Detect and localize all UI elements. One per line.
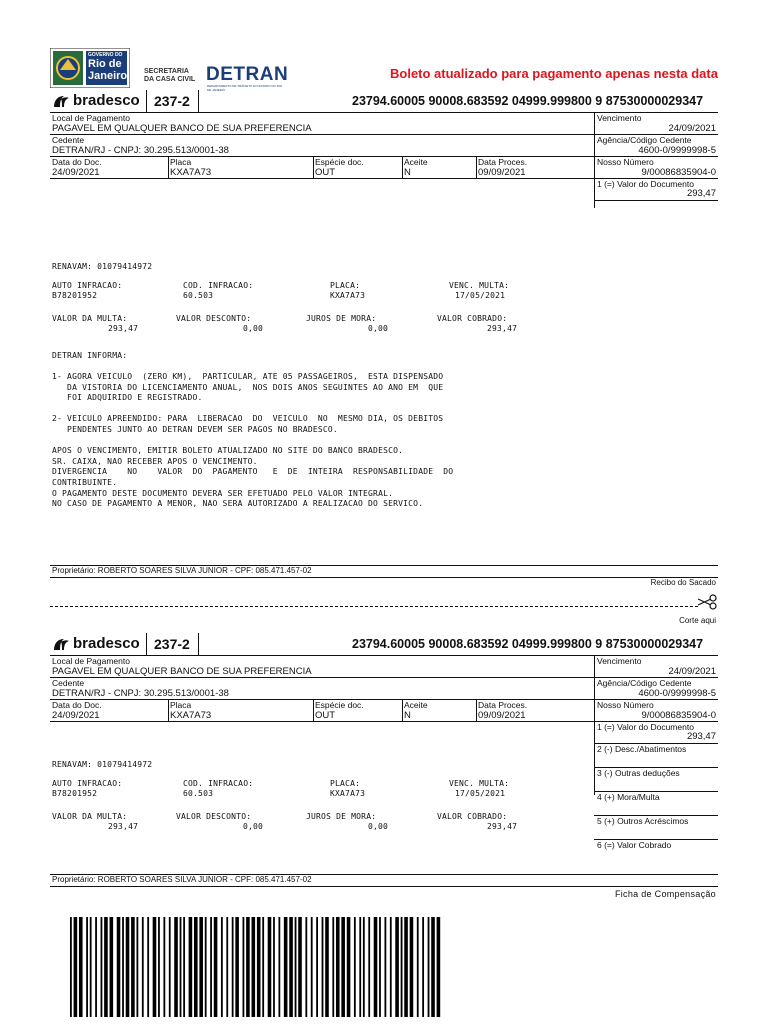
owner-rule (50, 886, 718, 887)
placa-value: KXA7A73 (330, 291, 366, 300)
data-proces-value: 09/09/2021 (478, 167, 526, 178)
rule-line (594, 200, 718, 201)
linha-digitavel: 23794.60005 90008.683592 04999.999800 9 87530000029347 (352, 94, 704, 108)
valor-documento-label: 1 (=) Valor do Documento (597, 722, 694, 732)
barcode-bar (341, 917, 345, 1017)
venc-multa-header: VENC. MULTA: (449, 779, 510, 788)
column-divider (313, 156, 314, 178)
barcode-bar (359, 917, 361, 1017)
especie-doc-value: OUT (315, 710, 336, 721)
barcode-bar (368, 917, 370, 1017)
cedente-value: DETRAN/RJ - CNPJ: 30.295.513/0001-38 (52, 688, 229, 699)
barcode-bar (379, 917, 381, 1017)
barcode-bar (284, 917, 288, 1017)
data-proces-value: 09/09/2021 (478, 710, 526, 721)
venc-multa-value: 17/05/2021 (455, 789, 506, 798)
data-proces-label: Data Proces. (478, 700, 528, 710)
local-pagamento-label: Local de Pagamento (52, 113, 130, 123)
barcode-bar (126, 917, 130, 1017)
bank-code: 237-2 (154, 636, 190, 652)
barcode-bar (347, 917, 351, 1017)
placa-value: KXA7A73 (170, 167, 212, 178)
valor-cobrado-label: 6 (=) Valor Cobrado (597, 840, 672, 850)
column-divider (402, 699, 403, 721)
corte-aqui: Corte aqui (679, 616, 716, 625)
barcode-bar (305, 917, 307, 1017)
instruction-line: NO CASO DE PAGAMENTO A MENOR, NAO SERA AUTORIZADO A REALIZACAO DO SERVICO. (52, 499, 424, 509)
barcode-bar (374, 917, 378, 1017)
owner-line-2: Proprietário: ROBERTO SOARES SILVA JUNIOR - CPF: 085.471.457-02 (52, 875, 312, 884)
column-divider (594, 655, 595, 795)
aceite-label: Aceite (404, 157, 428, 167)
barcode-bar (262, 917, 264, 1017)
valor-documento-value: 293,47 (686, 731, 716, 742)
barcode-bar (252, 917, 256, 1017)
venc-multa-header: VENC. MULTA: (449, 281, 510, 290)
instruction-line: 1- AGORA VEICULO (ZERO KM), PARTICULAR, ATE 05 PASSAGEIROS, ESTA DISPENSADO (52, 372, 444, 381)
column-divider (146, 90, 147, 112)
barcode-bar (174, 917, 178, 1017)
instruction-line: PENDENTES JUNTO AO DETRAN DEVEM SER PAGOS NO BRADESCO. (52, 425, 338, 434)
outros-acrescimos-label: 5 (+) Outros Acréscimos (597, 816, 689, 826)
placa-header: PLACA: (330, 281, 361, 290)
owner-line-1: Proprietário: ROBERTO SOARES SILVA JUNIOR - CPF: 085.471.457-02 (52, 566, 312, 575)
barcode-bar (147, 917, 149, 1017)
barcode-bar (189, 917, 193, 1017)
column-divider (313, 699, 314, 721)
barcode-bar (169, 917, 171, 1017)
placa-value: KXA7A73 (170, 710, 212, 721)
barcode-bar (278, 917, 280, 1017)
cod-infracao-value: 60.503 (183, 789, 214, 798)
barcode-bar (401, 917, 403, 1017)
valor-cobrado-value: 293,47 (487, 822, 518, 831)
barcode-bar (74, 917, 78, 1017)
aceite-label: Aceite (404, 700, 428, 710)
barcode-bar (122, 917, 124, 1017)
especie-doc-value: OUT (315, 167, 336, 178)
barcode-bar (322, 917, 324, 1017)
placa-header: PLACA: (330, 779, 361, 788)
instruction-line: DA VISTORIA DO LICENCIAMENTO ANUAL, NOS DOIS ANOS SEGUINTES AO ANO EM QUE (52, 382, 444, 392)
data-doc-label: Data do Doc. (52, 157, 102, 167)
instruction-line: FOI ADQUIRIDO E REGISTRADO. (52, 393, 203, 403)
instruction-line: SR. CAIXA, NAO RECEBER APOS O VENCIMENTO. (52, 456, 258, 466)
local-pagamento-label: Local de Pagamento (52, 656, 130, 666)
barcode-bar (158, 917, 160, 1017)
local-pagamento-value: PAGAVEL EM QUALQUER BANCO DE SUA PREFERENCIA (52, 666, 312, 677)
desc-abatimentos-label: 2 (-) Desc./Abatimentos (597, 744, 687, 754)
instruction-line: DIVERGENCIA NO VALOR DO PAGAMENTO E DE INTEIRA RESPONSABILIDADE DO (52, 467, 454, 477)
especie-doc-label: Espécie doc. (315, 700, 364, 710)
bradesco-tree-icon (52, 637, 70, 651)
barcode-bar (131, 917, 135, 1017)
barcode-bar (90, 917, 92, 1017)
barcode-bar (210, 917, 212, 1017)
barcode-bar (336, 917, 340, 1017)
agencia-label: Agência/Código Cedente (597, 135, 692, 145)
barcode-bar (268, 917, 272, 1017)
barcode-bar (431, 917, 435, 1017)
column-divider (476, 699, 477, 721)
nosso-numero-label: Nosso Número (597, 700, 654, 710)
barcode-bar (437, 917, 441, 1017)
mora-multa-label: 4 (+) Mora/Multa (597, 792, 660, 802)
barcode-bar (104, 917, 108, 1017)
data-doc-value: 24/09/2021 (52, 167, 100, 178)
instruction-line: APOS O VENCIMENTO, EMITIR BOLETO ATUALIZADO NO SITE DO BANCO BRADESCO. (52, 446, 404, 456)
data-proces-label: Data Proces. (478, 157, 528, 167)
secretaria-line1: SECRETARIA (144, 68, 189, 75)
valor-cobrado-header: VALOR COBRADO: (437, 314, 508, 323)
cod-infracao-header: COD. INFRACAO: (183, 281, 254, 290)
barcode-bar (316, 917, 318, 1017)
barcode-bar (354, 917, 356, 1017)
column-divider (402, 156, 403, 178)
aceite-value: N (404, 167, 411, 178)
column-divider (168, 699, 169, 721)
barcode-bar (194, 917, 198, 1017)
barcode-bar (384, 917, 386, 1017)
renavam: RENAVAM: 01079414972 (52, 760, 153, 769)
barcode-bar (390, 917, 392, 1017)
valor-desconto-value: 0,00 (243, 822, 264, 831)
barcode-bar (295, 917, 297, 1017)
bradesco-logo (52, 635, 140, 652)
detran-informa: DETRAN INFORMA: (52, 351, 128, 360)
barcode-bar (232, 917, 234, 1017)
outras-deducoes-label: 3 (-) Outras deduções (597, 768, 680, 778)
vencimento-label: Vencimento (597, 113, 642, 123)
barcode-bar (332, 917, 334, 1017)
barcode-bar (298, 917, 302, 1017)
vencimento-value: 24/09/2021 (668, 666, 716, 677)
detran-logo: DETRAN (206, 64, 289, 85)
barcode-bar (163, 917, 165, 1017)
renavam: RENAVAM: 01079414972 (52, 262, 153, 271)
barcode-bar (226, 917, 228, 1017)
barcode-bar (183, 917, 185, 1017)
instruction-line: CONTRIBUINTE. (52, 478, 118, 487)
valor-multa-header: VALOR DA MULTA: (52, 812, 128, 821)
barcode-bar (142, 917, 144, 1017)
column-divider (168, 156, 169, 178)
cedente-value: DETRAN/RJ - CNPJ: 30.295.513/0001-38 (52, 145, 229, 156)
bradesco-tree-icon (52, 94, 70, 108)
barcode-bar (214, 917, 218, 1017)
barcode-bar (95, 917, 97, 1017)
cod-infracao-header: COD. INFRACAO: (183, 779, 254, 788)
valor-documento-label: 1 (=) Valor do Documento (597, 179, 694, 189)
auto-infracao-header: AUTO INFRACAO: (52, 779, 123, 788)
secretaria-line2: DA CASA CIVIL (144, 76, 196, 83)
nosso-numero-value: 9/00086835904-0 (641, 710, 716, 721)
valor-documento-value: 293,47 (686, 188, 716, 199)
juros-header: JUROS DE MORA: (306, 812, 377, 821)
placa-label: Placa (170, 157, 192, 167)
recibo-sacado: Recibo do Sacado (650, 578, 716, 587)
barcode-bar (410, 917, 414, 1017)
barcode-bar (70, 917, 72, 1017)
agencia-label: Agência/Código Cedente (597, 678, 692, 688)
valor-multa-value: 293,47 (108, 324, 139, 333)
barcode-bar (153, 917, 157, 1017)
barcode-bar (363, 917, 365, 1017)
barcode-bar (110, 917, 114, 1017)
barcode-bar (205, 917, 207, 1017)
barcode (70, 917, 442, 1017)
venc-multa-value: 17/05/2021 (455, 291, 506, 300)
column-divider (198, 90, 199, 112)
placa-value: KXA7A73 (330, 789, 366, 798)
barcode-bar (325, 917, 329, 1017)
gov-label: GOVERNO DO (88, 52, 123, 58)
placa-label: Placa (170, 700, 192, 710)
bank-name: bradesco (73, 635, 140, 652)
cut-line (50, 606, 698, 607)
data-doc-label: Data do Doc. (52, 700, 102, 710)
bank-code: 237-2 (154, 93, 190, 109)
scissors-icon (696, 594, 718, 610)
barcode-bar (428, 917, 430, 1017)
barcode-bar (117, 917, 121, 1017)
barcode-bar (136, 917, 138, 1017)
barcode-bar (180, 917, 182, 1017)
agencia-value: 4600-0/9999998-5 (638, 688, 716, 699)
local-pagamento-value: PAGAVEL EM QUALQUER BANCO DE SUA PREFERENCIA (52, 123, 312, 134)
valor-multa-header: VALOR DA MULTA: (52, 314, 128, 323)
barcode-bar (289, 917, 293, 1017)
cedente-label: Cedente (52, 135, 85, 145)
instruction-line: 2- VEICULO APREENDIDO: PARA LIBERACAO DO VEICULO NO MESMO DIA, OS DEBITOS (52, 414, 444, 424)
barcode-bar (235, 917, 239, 1017)
valor-desconto-header: VALOR DESCONTO: (176, 314, 252, 323)
vencimento-value: 24/09/2021 (668, 123, 716, 134)
barcode-bar (257, 917, 261, 1017)
bradesco-logo (52, 92, 140, 109)
auto-infracao-header: AUTO INFRACAO: (52, 281, 123, 290)
juros-value: 0,00 (368, 822, 389, 831)
data-doc-value: 24/09/2021 (52, 710, 100, 721)
barcode-bar (246, 917, 250, 1017)
column-divider (594, 112, 595, 208)
barcode-bar (417, 917, 419, 1017)
barcode-bar (101, 917, 103, 1017)
linha-digitavel: 23794.60005 90008.683592 04999.999800 9 87530000029347 (352, 637, 704, 651)
valor-cobrado-value: 293,47 (487, 324, 518, 333)
valor-desconto-value: 0,00 (243, 324, 264, 333)
barcode-bar (395, 917, 399, 1017)
cedente-label: Cedente (52, 678, 85, 688)
nosso-numero-label: Nosso Número (597, 157, 654, 167)
nosso-numero-value: 9/00086835904-0 (641, 167, 716, 178)
rj-government-logo (50, 48, 130, 88)
auto-infracao-value: B78201952 (52, 789, 98, 798)
barcode-bar (404, 917, 408, 1017)
aceite-value: N (404, 710, 411, 721)
especie-doc-label: Espécie doc. (315, 157, 364, 167)
barcode-bar (86, 917, 88, 1017)
column-divider (146, 633, 147, 655)
cod-infracao-value: 60.503 (183, 291, 214, 300)
owner-rule (50, 577, 718, 578)
valor-desconto-header: VALOR DESCONTO: (176, 812, 252, 821)
update-notice: Boleto atualizado para pagamento apenas nesta data (390, 66, 718, 81)
detran-subtitle: DEPARTAMENTO DE TRÂNSITO DO ESTADO DO RIO DE JANEIRO (207, 84, 283, 92)
column-divider (198, 633, 199, 655)
agencia-value: 4600-0/9999998-5 (638, 145, 716, 156)
auto-infracao-value: B78201952 (52, 291, 98, 300)
valor-multa-value: 293,47 (108, 822, 139, 831)
bank-name: bradesco (73, 92, 140, 109)
juros-value: 0,00 (368, 324, 389, 333)
barcode-bar (199, 917, 203, 1017)
barcode-bar (221, 917, 223, 1017)
instruction-line: O PAGAMENTO DESTE DOCUMENTO DEVERA SER EFETUADO PELO VALOR INTEGRAL. (52, 488, 394, 498)
vencimento-label: Vencimento (597, 656, 642, 666)
barcode-bar (243, 917, 245, 1017)
valor-cobrado-header: VALOR COBRADO: (437, 812, 508, 821)
ficha-compensacao: Ficha de Compensação (614, 889, 716, 899)
juros-header: JUROS DE MORA: (306, 314, 377, 323)
column-divider (476, 156, 477, 178)
gov-janeiro: Janeiro (88, 70, 128, 82)
barcode-bar (311, 917, 313, 1017)
gov-rio: Rio de (88, 58, 122, 70)
barcode-bar (79, 917, 83, 1017)
barcode-bar (273, 917, 275, 1017)
barcode-bar (422, 917, 424, 1017)
